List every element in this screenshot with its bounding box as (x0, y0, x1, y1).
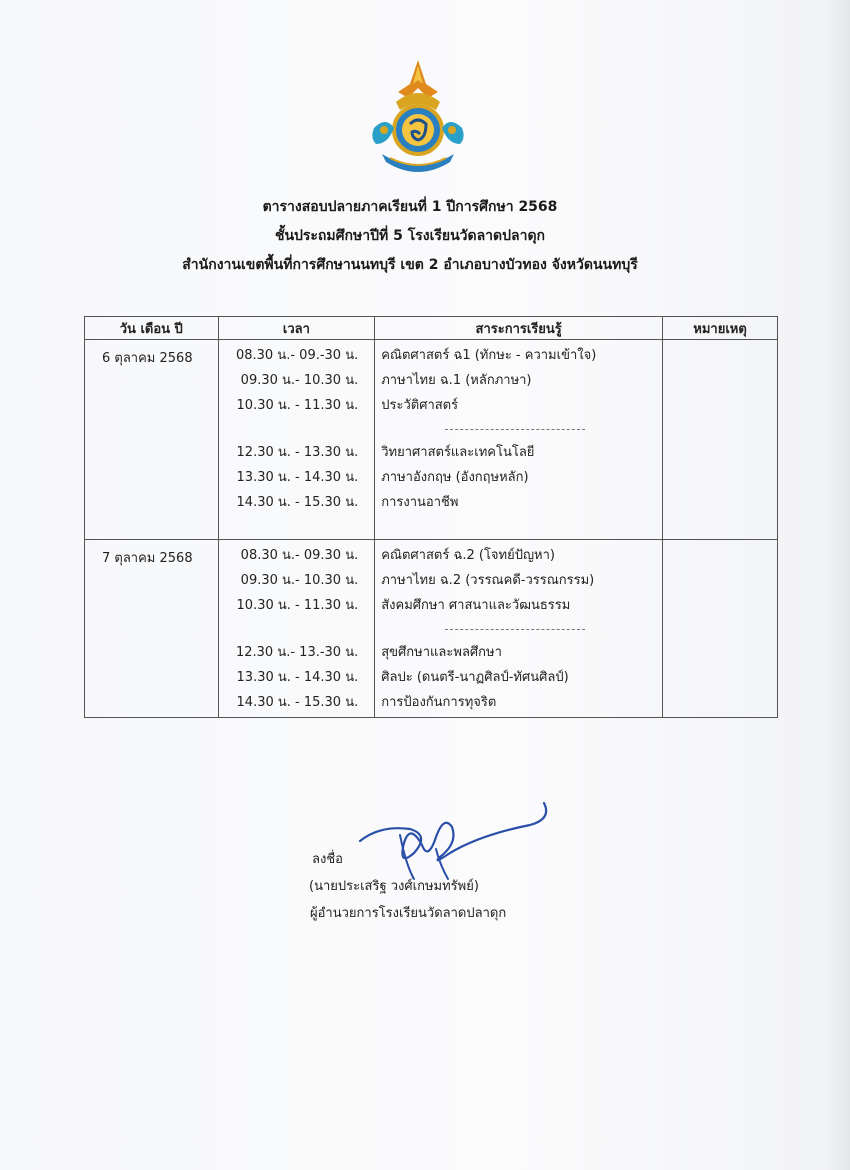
subject: สุขศึกษาและพลศึกษา (381, 645, 502, 660)
subject: ประวัติศาสตร์ (381, 398, 459, 413)
subject: การป้องกันการทุจริต (381, 695, 497, 710)
exam-schedule-table (84, 316, 778, 718)
header-date: วัน เดือน ปี (85, 317, 219, 340)
break-separator (375, 418, 662, 440)
time-slot: 08.30 น.- 09.30 น. (240, 548, 359, 563)
time-slot: 10.30 น. - 11.30 น. (236, 398, 359, 413)
time-slot: 09.30 น.- 10.30 น. (240, 373, 359, 388)
subject: คณิตศาสตร์ ฉ1 (ทักษะ - ความเข้าใจ) (381, 348, 597, 363)
time-slot: 13.30 น. - 14.30 น. (236, 670, 359, 685)
time-slot: 14.30 น. - 15.30 น. (236, 495, 359, 510)
subject: การงานอาชีพ (381, 495, 459, 510)
header-note: หมายเหตุ (663, 317, 778, 340)
subject: สังคมศึกษา ศาสนาและวัฒนธรรม (381, 598, 571, 613)
title-line-3: สำนักงานเขตพื้นที่การศึกษานนทบุรี เขต 2 อำเภอบางบัวทอง จังหวัดนนทบุรี (182, 257, 638, 273)
note-cell (663, 340, 778, 540)
exam-date: 7 ตุลาคม 2568 (102, 551, 193, 566)
table-header-row (85, 317, 778, 340)
table-row (85, 340, 778, 540)
time-slot: 09.30 น.- 10.30 น. (240, 573, 359, 588)
time-slot: 12.30 น.- 13.-30 น. (235, 645, 359, 660)
subject: วิทยาศาสตร์และเทคโนโลยี (381, 445, 535, 460)
signer-name: (นายประเสริฐ วงศ์เกษมทรัพย์) (309, 879, 479, 894)
document-title (0, 193, 820, 280)
title-line-1: ตารางสอบปลายภาคเรียนที่ 1 ปีการศึกษา 2568 (262, 199, 558, 215)
subject: ภาษาไทย ฉ.2 (วรรณคดี-วรรณกรรม) (381, 573, 595, 588)
note-cell (663, 540, 778, 718)
subject: ภาษาไทย ฉ.1 (หลักภาษา) (381, 373, 532, 388)
exam-date: 6 ตุลาคม 2568 (102, 351, 193, 366)
time-slot: 14.30 น. - 15.30 น. (236, 695, 359, 710)
time-slot: 13.30 น. - 14.30 น. (236, 470, 359, 485)
subject: คณิตศาสตร์ ฉ.2 (โจทย์ปัญหา) (381, 548, 555, 563)
page-edge (820, 0, 850, 1170)
break-separator (375, 618, 662, 640)
signer-position: ผู้อำนวยการโรงเรียนวัดลาดปลาดุก (310, 906, 507, 921)
time-slot: 08.30 น.- 09.-30 น. (235, 348, 359, 363)
title-line-2: ชั้นประถมศึกษาปีที่ 5 โรงเรียนวัดลาดปลาดุก (274, 228, 546, 244)
time-slot: 12.30 น. - 13.30 น. (236, 445, 359, 460)
time-slot: 10.30 น. - 11.30 น. (236, 598, 359, 613)
header-subject: สาระการเรียนรู้ (375, 317, 663, 340)
signature-label: ลงชื่อ (312, 852, 343, 867)
table-row (85, 540, 778, 718)
subject: ภาษาอังกฤษ (อังกฤษหลัก) (381, 470, 529, 485)
school-emblem-icon (366, 58, 470, 178)
handwritten-signature (340, 795, 560, 885)
header-time: เวลา (218, 317, 375, 340)
subject: ศิลปะ (ดนตรี-นาฏศิลป์-ทัศนศิลป์) (381, 670, 569, 685)
